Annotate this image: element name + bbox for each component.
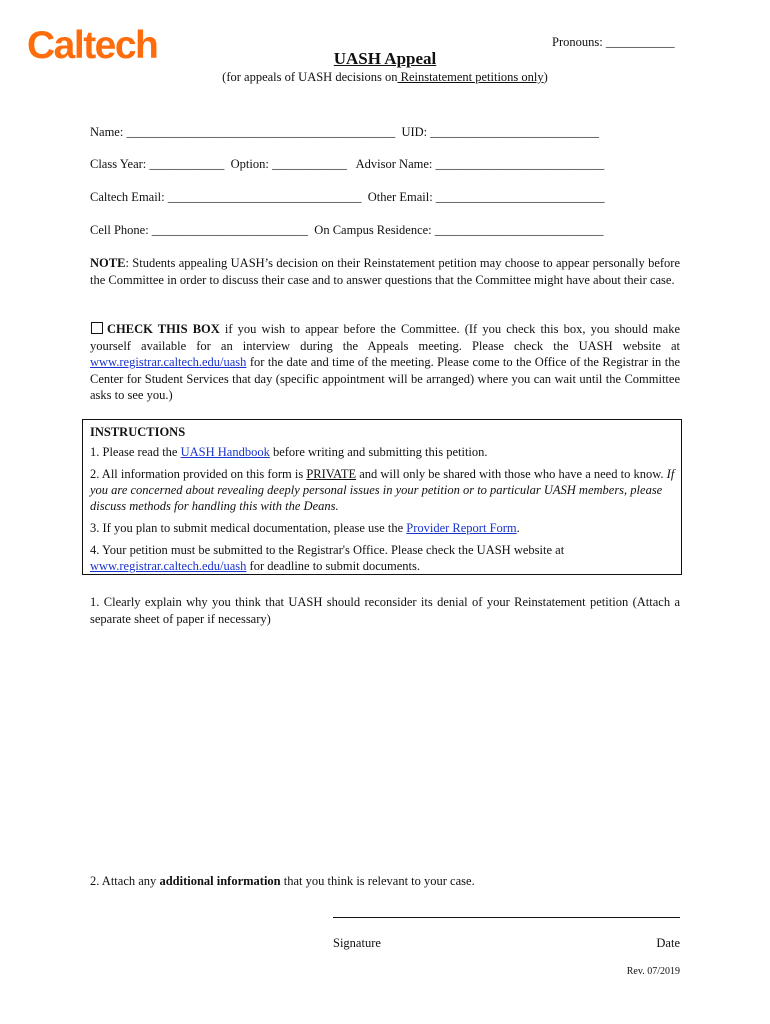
note-label: NOTE [90,256,126,270]
uash-deadline-link[interactable]: www.registrar.caltech.edu/uash [90,559,247,573]
instruction-3-suffix: . [516,521,520,535]
question-2-bold: additional information [159,874,281,888]
email-fields[interactable]: Caltech Email: _______________________________ Other Email: ___________________________ [90,190,605,204]
subtitle-underlined: Reinstatement petitions only [397,70,544,84]
uash-website-link[interactable]: www.registrar.caltech.edu/uash [90,355,247,369]
instruction-2-italic: If you are concerned about revealing deeply personal issues in your petition or to particular UASH members, please discuss methods for handling this with the Deans. [90,467,675,513]
name-uid-fields[interactable]: Name: ___________________________________________ UID: ___________________________ [90,125,600,139]
note-text: : Students appealing UASH’s decision on their Reinstatement petition may choose to appear personally before the Committee in order to discuss their case and to answer questions that the Committee might have about their case. [90,256,680,287]
page-subtitle [0,70,770,85]
signature-line[interactable] [333,917,680,918]
note-paragraph [90,255,680,288]
signature-label: Signature [333,936,381,950]
question-2-prefix: 2. Attach any [90,874,160,888]
instruction-3-prefix: 3. If you plan to submit medical documentation, please use the [90,521,407,535]
appear-checkbox[interactable] [91,322,103,334]
instruction-1-prefix: 1. Please read the [90,445,181,459]
instruction-1-suffix: before writing and submitting this petition. [269,445,488,459]
question-1: 1. Clearly explain why you think that UASH should reconsider its denial of your Reinstatement petition (Attach a separate sheet of paper if necessary) [90,595,680,626]
provider-report-form-link[interactable]: Provider Report Form [406,521,517,535]
revision-label: Rev. 07/2019 [626,966,680,977]
caltech-logo: Caltech [27,24,158,67]
private-text: PRIVATE [306,467,357,481]
check-text-2: for the date and time of the meeting. Please come to the Office of the Registrar in the Center for Student Services that day (specific appointment will be arranged) where you can wait until the Committee asks to see you.) [90,355,680,402]
subtitle-prefix: (for appeals of UASH decisions on [222,70,398,84]
instruction-2-middle: and will only be shared with those who have a need to know. [356,467,667,481]
subtitle-suffix: ) [543,70,548,84]
instruction-1 [90,444,678,460]
question-2-suffix: that you think is relevant to your case. [280,874,475,888]
page-title: UASH Appeal [333,49,437,68]
instructions-box [82,419,682,575]
check-label: CHECK THIS BOX [107,322,220,336]
check-text-1: if you wish to appear before the Committee. (If you check this box, you should make yourself available for an interview during the Appeals meeting. Please check the UASH website at [90,322,681,353]
pronouns-field[interactable]: Pronouns: ___________ [552,35,675,49]
instructions-heading: INSTRUCTIONS [90,425,186,439]
instruction-2-prefix: 2. All information provided on this form is [90,467,307,481]
explanation-answer-area[interactable] [90,632,680,862]
phone-residence-fields[interactable]: Cell Phone: _________________________ On Campus Residence: ___________________________ [90,223,604,237]
instruction-3 [90,520,678,536]
instruction-4-prefix: 4. Your petition must be submitted to the Registrar's Office. Please check the UASH website at [90,543,565,557]
uash-handbook-link[interactable]: UASH Handbook [180,445,270,459]
class-option-advisor-fields[interactable]: Class Year: ____________ Option: ____________ Advisor Name: ___________________________ [90,157,605,171]
instruction-4 [90,542,678,574]
instruction-4-suffix: for deadline to submit documents. [246,559,420,573]
appear-paragraph [90,321,680,404]
question-2 [90,873,680,890]
date-label: Date [656,936,680,950]
instruction-2 [90,466,678,514]
